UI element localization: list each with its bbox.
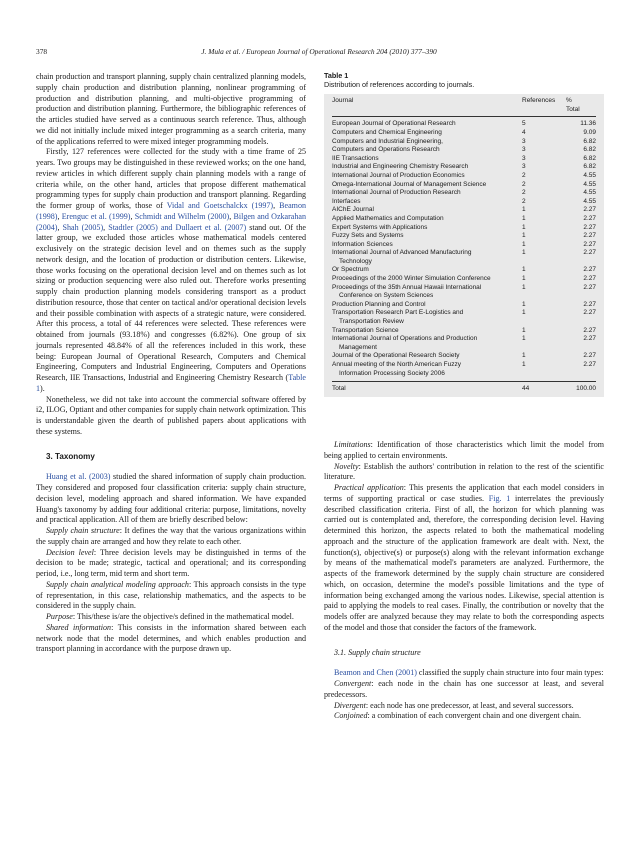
percent-cell: 2.27 xyxy=(583,335,596,343)
journal-name: Proceedings of the 35th Annual Hawaii International xyxy=(332,283,482,291)
table-row xyxy=(332,198,596,207)
journal-name: Information Sciences xyxy=(332,240,393,248)
journal-name: Transportation Science xyxy=(332,326,399,334)
journal-cell xyxy=(332,138,522,147)
criterion-paragraph xyxy=(324,679,604,701)
text: : Three decision levels may be distinguished in terms of the decision to be made; strategic, tactical and operational; and its corresponding period, i.e., long term, mid term and short term. xyxy=(36,547,306,578)
references-cell: 1 xyxy=(522,335,526,343)
header-journal: Journal xyxy=(332,97,354,105)
journal-name: Proceedings of the 2000 Winter Simulation Conference xyxy=(332,275,491,283)
running-header xyxy=(36,47,602,59)
text: : each node has one predecessor, at least, and several successors. xyxy=(365,700,574,710)
journal-cell xyxy=(332,198,522,207)
criterion-paragraph xyxy=(36,580,306,612)
criterion-term: Supply chain analytical modeling approach xyxy=(46,579,189,589)
citation-link[interactable]: Schmidt and Wilhelm (2000) xyxy=(134,211,230,221)
journal-cell xyxy=(332,181,522,190)
percent-cell: 2.27 xyxy=(583,206,596,214)
table-row xyxy=(332,215,596,224)
percent-cell: 6.82 xyxy=(583,146,596,154)
header-total: Total xyxy=(566,105,580,113)
text: : This/these is/are the objective/s defined in the mathematical model. xyxy=(72,612,294,621)
references-cell: 2 xyxy=(522,189,526,197)
references-cell: 3 xyxy=(522,163,526,171)
references-cell: 1 xyxy=(522,206,526,214)
paragraph: Firstly, 127 references were collected for the study with a time frame of 25 years. Two groups may be distinguished in these reviewed works; on the one hand, review articles in which different supply chain planning models with a range of criteria while, on the other hand, articles that propose different mathematical programming types for supply chain production and transport planning. Regarding the former group of works, those of Vidal and Goetschalckx (1997), Beamon (1998), Erenguc et al. (1999), Schmidt and Wilhelm (2000), Bilgen and Ozkarahan (2004), Shah (2005), Stadtler (2005) and Dullaert et al. (2007) stand out. Of the latter group, we excluded those articles whose mathematical models centered exclusively on the strategic decision level and on themes such as the supply network design, and the location of production or distribution centers. Likewise, those works focusing on the operational decision level and on themes such as lot sizing or production sequencing were also ruled out. Therefore works presenting supply chain production planning models considering transport as a product distribution resource, those that center on tactical and/or operational decision levels and their possible combination with aspects of a strategic nature, were considered. After this process, a total of 44 references were selected. These references were obtained from journals (93.18%) and congresses (6.82%). One group of six journals represented 48.84% of all the references included in this work, these being: European Journal of Operational Research, Computers and Chemical Engineering, Computers and Industrial Engineering, Computers and Operations Research, IIE Transactions, Industrial and Engineering Chemistry Research (Table 1). xyxy=(36,147,306,393)
table-row xyxy=(332,224,596,233)
citation-link[interactable]: Beamon (1998) xyxy=(36,201,306,221)
section-title: 3. Taxonomy xyxy=(46,451,95,461)
table-caption: Distribution of references according to journals. xyxy=(324,79,475,89)
references-cell: 1 xyxy=(522,266,526,274)
percent-cell: 2.27 xyxy=(583,275,596,283)
citation-link[interactable]: Huang et al. (2003) xyxy=(46,472,111,482)
table-link[interactable]: Table 1 xyxy=(36,373,306,393)
journal-name: European Journal of Operational Research xyxy=(332,120,456,128)
text: ). xyxy=(40,383,45,393)
table-row xyxy=(332,146,596,155)
text: : This consists in the information shared between each network node that the model determines, and which enables production and transport planning in accordance with the purpose drawn up. xyxy=(36,622,306,654)
percent-cell: 2.27 xyxy=(583,361,596,368)
paragraph: chain production and transport planning, supply chain centralized planning models, supply chain production and distribution planning, nonlinear programming of production and distribution planning, and multi-objective programming of production and distribution planning. Furthermore, the bibliographic references of the articles studied have served as a continuous search reference. Thus, although we did not initially include mixed integer programming as a search criteria, many of the applications referred to were mixed integer programming models. xyxy=(36,72,306,146)
references-cell: 1 xyxy=(522,275,526,283)
references-cell: 1 xyxy=(522,309,526,317)
table-body xyxy=(324,94,604,397)
criterion-paragraph xyxy=(324,701,604,712)
percent-cell: 4.55 xyxy=(583,189,596,197)
journal-name: Computers and Operations Research xyxy=(332,146,440,154)
percent-cell: 4.55 xyxy=(583,180,596,188)
criterion-term: Divergent xyxy=(334,700,366,710)
table-label: Table 1 xyxy=(324,71,349,80)
percent-cell: 2.27 xyxy=(583,223,596,231)
page-number: 378 xyxy=(36,47,48,56)
criterion-term: Decision level xyxy=(46,547,94,557)
references-cell: 4 xyxy=(522,128,526,136)
percent-cell: 6.82 xyxy=(583,154,596,162)
text: Firstly, 127 references were collected for the study with a time frame of 25 years. Two groups may be distinguished in these reviewed works; on the one hand, review articles in which different supply chain planning models with a range of criteria while, on the other hand, articles that propose different mathematical programming types for supply chain production and transport planning. Regarding the former group of works, those of xyxy=(36,147,306,210)
table-rows xyxy=(332,120,596,378)
journal-name: International Journal of Operations and Production xyxy=(332,335,478,343)
text: : It defines the way that the various organizations within the supply chain are arranged and how they relate to each other. xyxy=(36,526,306,546)
journal-name: Industrial and Engineering Chemistry Research xyxy=(332,163,469,171)
percent-cell: 6.82 xyxy=(583,137,596,145)
percent-cell: 2.27 xyxy=(583,249,596,257)
percent-cell: 2.27 xyxy=(583,326,596,334)
journal-name-continued: Information Processing Society 2006 xyxy=(339,369,445,377)
references-cell: 1 xyxy=(522,352,526,360)
journal-cell xyxy=(332,189,522,198)
right-column xyxy=(324,440,604,722)
percent-cell: 2.27 xyxy=(583,309,596,317)
table-header-row xyxy=(332,97,596,117)
journal-name: International Journal of Production Economics xyxy=(332,171,465,179)
table-row xyxy=(332,241,596,250)
criterion-paragraph xyxy=(36,548,306,580)
journal-cell xyxy=(332,232,522,241)
table-row xyxy=(332,172,596,181)
journal-name-continued: Conference on System Sciences xyxy=(339,292,434,300)
journal-cell xyxy=(332,284,522,301)
criterion-paragraph xyxy=(324,440,604,462)
citation-link[interactable]: Vidal and Goetschalckx (1997) xyxy=(166,201,274,210)
table-row xyxy=(332,335,596,352)
journal-cell xyxy=(332,224,522,233)
criterion-term: Limitations xyxy=(334,440,371,449)
subsection-title: 3.1. Supply chain structure xyxy=(334,647,421,657)
table-row xyxy=(332,163,596,172)
journal-name: Omega-International Journal of Management Science xyxy=(332,180,487,188)
text: : each node in the chain has one successor at least, and several predecessors. xyxy=(324,679,604,699)
citation-link[interactable]: Shah (2005) xyxy=(62,222,104,232)
references-cell: 1 xyxy=(522,214,526,222)
references-cell: 1 xyxy=(522,223,526,231)
journal-cell xyxy=(332,155,522,164)
references-cell: 2 xyxy=(522,171,526,179)
paragraph xyxy=(324,668,604,679)
text: classified the supply chain structure into four main types: xyxy=(416,668,604,678)
percent-cell: 6.82 xyxy=(583,163,596,171)
references-cell: 1 xyxy=(522,283,526,291)
references-cell: 2 xyxy=(522,197,526,205)
references-cell: 3 xyxy=(522,137,526,145)
references-cell: 1 xyxy=(522,232,526,240)
references-cell: 1 xyxy=(522,300,526,308)
criterion-paragraph xyxy=(324,711,604,722)
journal-name: IIE Transactions xyxy=(332,154,379,162)
journal-name: Expert Systems with Applications xyxy=(332,223,428,231)
journal-cell xyxy=(332,361,522,378)
journal-name-continued: Technology xyxy=(339,257,372,265)
percent-cell: 2.27 xyxy=(583,240,596,248)
references-cell: 5 xyxy=(522,120,526,128)
percent-cell: 11.36 xyxy=(580,120,596,128)
citation-link[interactable]: Bilgen and Ozkarahan (2004) xyxy=(36,211,306,232)
journal-name: Interfaces xyxy=(332,197,361,205)
journal-name: Computers and Chemical Engineering xyxy=(332,128,442,136)
criterion-paragraph xyxy=(36,526,306,548)
table-row xyxy=(332,181,596,190)
journal-cell xyxy=(332,146,522,155)
percent-cell: 2.27 xyxy=(583,300,596,308)
table-row xyxy=(332,189,596,198)
journal-name: Production Planning and Control xyxy=(332,300,426,308)
journal-cell xyxy=(332,301,522,310)
table-row xyxy=(332,206,596,215)
figure-link[interactable]: Fig. 1 xyxy=(488,493,511,503)
criterion-paragraph xyxy=(36,623,306,655)
journal-name: Annual meeting of the North American Fuzzy xyxy=(332,361,461,368)
running-title: J. Mula et al. / European Journal of Operational Research 204 (2010) 377–390 xyxy=(201,47,437,56)
references-cell: 1 xyxy=(522,361,526,368)
text: studied the shared information of supply chain production. They considered and proposed four classification criteria: supply chain structure, decision level, modeling approach and shared information. We have expanded Huang's taxonomy by adding four additional criteria: purpose, limitations, novelty and practical application. All of them are briefly described below: xyxy=(36,472,306,525)
table-row xyxy=(332,129,596,138)
header-percent xyxy=(566,97,596,114)
journal-cell xyxy=(332,249,522,266)
journal-name: Journal of the Operational Research Society xyxy=(332,352,460,360)
journal-cell xyxy=(332,120,522,129)
table-row xyxy=(332,284,596,301)
header-references: References xyxy=(522,97,556,105)
journal-name-continued: Transportation Review xyxy=(339,318,404,326)
table-total-row xyxy=(332,381,596,394)
journal-name: AIChE Journal xyxy=(332,206,374,214)
journal-name: Fuzzy Sets and Systems xyxy=(332,232,404,240)
table-row xyxy=(332,120,596,129)
journal-cell xyxy=(332,275,522,284)
journal-name-continued: Management xyxy=(339,343,377,351)
references-cell: 3 xyxy=(522,154,526,162)
citation-link[interactable]: Stadtler (2005) and Dullaert et al. (2007) xyxy=(108,222,247,232)
table-row xyxy=(332,352,596,361)
criterion-term: Conjoined xyxy=(334,711,368,721)
criterion-term: Convergent xyxy=(334,679,372,688)
total-percent: 100.00 xyxy=(576,385,596,393)
journal-cell xyxy=(332,129,522,138)
table-row xyxy=(332,301,596,310)
references-cell: 1 xyxy=(522,240,526,248)
journal-name: Applied Mathematics and Computation xyxy=(332,214,444,222)
criterion-term: Purpose xyxy=(46,612,73,621)
citation-link[interactable]: Erenguc et al. (1999) xyxy=(61,211,131,221)
journal-cell xyxy=(332,172,522,181)
criterion-term: Novelty xyxy=(334,461,359,471)
table-row xyxy=(332,266,596,275)
criterion-term: Practical application xyxy=(334,483,404,492)
text: : Establish the authors' contribution in relation to the rest of the scientific literature. xyxy=(324,461,604,482)
table-row xyxy=(332,361,596,378)
total-label: Total xyxy=(332,385,346,393)
references-cell: 2 xyxy=(522,180,526,188)
left-column xyxy=(36,72,306,655)
journal-name: International Journal of Production Research xyxy=(332,189,461,197)
text: stand out. Of the latter group, we excluded those articles whose mathematical models centered exclusively on the strategic decision level and on themes such as the supply network design, and the location of production or distribution centers. Likewise, those works focusing on the operational decision level and on themes such as lot sizing or production sequencing were also ruled out. Therefore works presenting supply chain production planning models considering transport as a product distribution resource, those that center on tactical and/or operational decision levels and their possible combination with aspects of a strategic nature, were considered. After this process, a total of 44 references were selected. These references were obtained from journals (93.18%) and congresses (6.82%). One group of six journals represented 48.84% of all the references included in this work, these being: European Journal of Operational Research, Computers and Chemical Engineering, Computers and Industrial Engineering, Computers and Operations Research, IIE Transactions, Industrial and Engineering Chemistry Research ( xyxy=(36,222,306,382)
citation-link[interactable]: Beamon and Chen (2001) xyxy=(334,668,417,678)
journal-name: Transportation Research Part E-Logistics and xyxy=(332,309,464,317)
criterion-paragraph xyxy=(324,483,604,634)
table-1 xyxy=(324,72,604,397)
text: : This approach consists in the type of representation, in this case, relationship mathematics, and the aspects to be considered in the supply chain. xyxy=(36,579,307,611)
table-row xyxy=(332,249,596,266)
paragraph: Nonetheless, we did not take into account the commercial software offered by i2, ILOG, Optiant and other companies for supply chain network optimization. This is understandable given the dearth of published papers about applications with these systems. xyxy=(36,394,306,436)
journal-cell xyxy=(332,335,522,352)
percent-cell: 2.27 xyxy=(583,352,596,360)
journal-cell xyxy=(332,206,522,215)
journal-cell xyxy=(332,215,522,224)
table-row xyxy=(332,138,596,147)
journal-cell xyxy=(332,266,522,275)
percent-cell: 4.55 xyxy=(583,197,596,205)
journal-cell xyxy=(332,163,522,172)
text: interrelates the previously described classification criteria. First of all, the horizon for which planning was carried out is contemplated and, therefore, the corresponding decision level. Having determined this horizon, the aspects related to both the mathematical modeling approach and the structure of the application framework are dealt with. Next, the function(s), objective(s) or purpose(s) along with the relevant information exchange by means of the mathematical model's parameters are analyzed. Furthermore, the aspects of the framework determined by the supply chain structure are considered which, on occasion, determine the model's possible limitations and the type of information being exchanged among the various nodes. Likewise, special attention is paid to applying the models to real cases. Finally, the contribution or novelty that the models offer are analyzed because they may relate to both the corresponding aspects of the model and those that consider the factors of the framework. xyxy=(324,493,604,632)
text: : Identification of those characteristics which limit the model from being applied to certain environments. xyxy=(324,440,604,460)
references-cell: 1 xyxy=(522,326,526,334)
references-cell: 3 xyxy=(522,146,526,154)
journal-cell xyxy=(332,309,522,326)
table-row xyxy=(332,232,596,241)
journal-name: Computers and Industrial Engineering, xyxy=(332,137,443,145)
references-cell: 1 xyxy=(522,249,526,257)
percent-cell: 2.27 xyxy=(583,214,596,222)
table-row xyxy=(332,327,596,336)
criterion-term: Supply chain structure xyxy=(46,526,120,535)
criterion-paragraph xyxy=(324,462,604,484)
journal-name: International Journal of Advanced Manufacturing xyxy=(332,249,472,257)
percent-cell: 2.27 xyxy=(583,266,596,274)
journal-cell xyxy=(332,241,522,250)
text: : This presents the application that each model considers in terms of supporting practical or case studies. xyxy=(324,483,604,503)
criterion-term: Shared information xyxy=(46,622,112,632)
header-percent-sign: % xyxy=(566,97,572,105)
table-row xyxy=(332,155,596,164)
journal-name: Or Spectrum xyxy=(332,266,369,274)
total-references: 44 xyxy=(522,385,530,393)
paragraph xyxy=(36,472,306,526)
table-row xyxy=(332,309,596,326)
percent-cell: 2.27 xyxy=(583,232,596,240)
percent-cell: 4.55 xyxy=(583,171,596,179)
percent-cell: 2.27 xyxy=(583,283,596,291)
percent-cell: 9.09 xyxy=(583,128,596,136)
journal-cell xyxy=(332,352,522,361)
journal-cell xyxy=(332,327,522,336)
text: : a combination of each convergent chain and one divergent chain. xyxy=(367,711,582,721)
criterion-paragraph xyxy=(36,612,306,623)
table-row xyxy=(332,275,596,284)
